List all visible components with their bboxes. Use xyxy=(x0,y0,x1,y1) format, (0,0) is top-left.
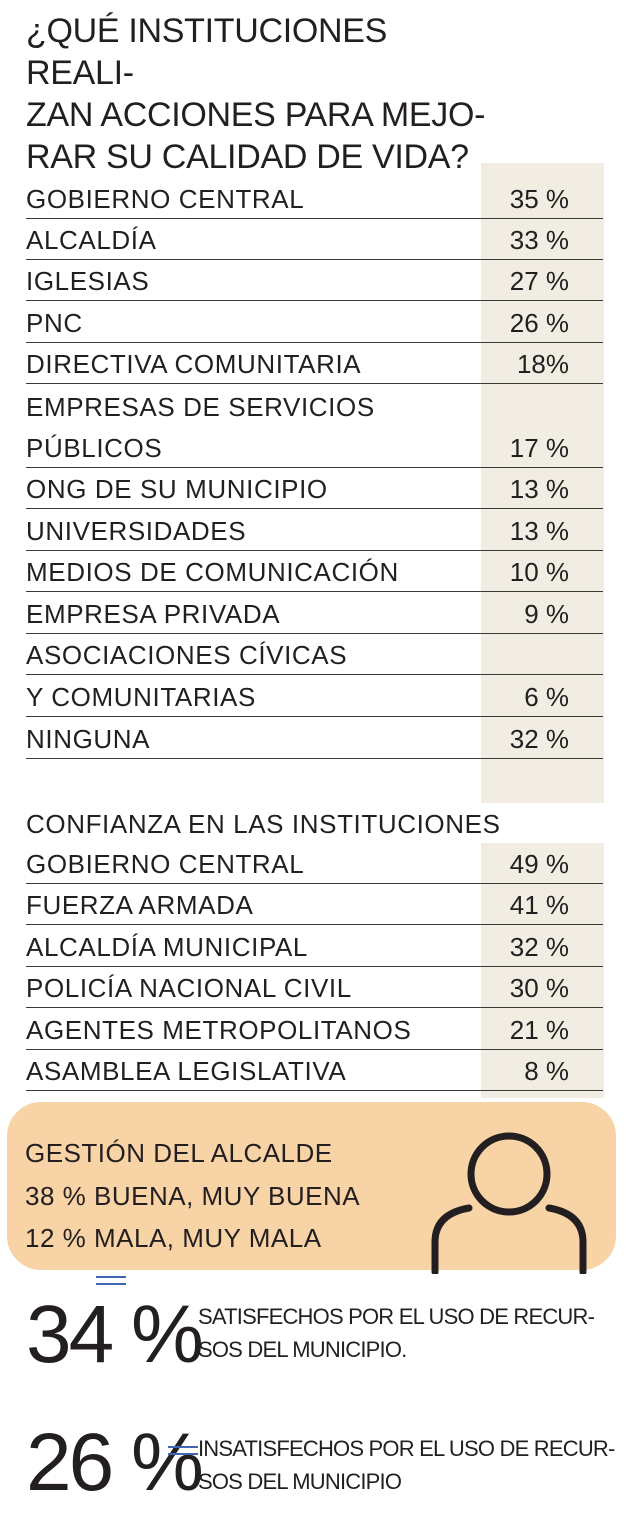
row-value: 33 % xyxy=(509,225,569,255)
row-label: IGLESIAS xyxy=(26,266,150,296)
row-label: ONG DE SU MUNICIPIO xyxy=(26,474,328,504)
title-line-1: ¿QUÉ INSTITUCIONES REALI- xyxy=(26,12,388,92)
equals-icon xyxy=(96,1276,126,1285)
unsatisfied-description xyxy=(198,1432,618,1498)
row-value: 35 % xyxy=(509,184,569,214)
person-icon xyxy=(429,1122,589,1274)
title-line-2: ZAN ACCIONES PARA MEJO- xyxy=(26,96,486,134)
unsatisfied-percentage: 26 % xyxy=(26,1417,201,1508)
table-row xyxy=(26,843,603,884)
row-value: 10 % xyxy=(509,557,569,587)
row-label: FUERZA ARMADA xyxy=(26,890,254,920)
unsatisfied-desc-line-1: INSATISFECHOS POR EL USO DE RECUR- xyxy=(198,1436,615,1461)
satisfied-desc-line-2: SOS DEL MUNICIPIO. xyxy=(198,1337,407,1362)
trust-heading-label: CONFIANZA EN LAS INSTITUCIONES xyxy=(26,809,501,839)
table-row xyxy=(26,593,603,634)
row-value: 26 % xyxy=(509,308,569,338)
table-row xyxy=(26,510,603,551)
row-value: 41 % xyxy=(509,890,569,920)
mayor-heading: GESTIÓN DEL ALCALDE xyxy=(25,1138,333,1168)
table-row xyxy=(26,468,603,509)
row-label: Y COMUNITARIAS xyxy=(26,682,256,712)
row-label: PÚBLICOS xyxy=(26,433,163,463)
row-label: PNC xyxy=(26,308,83,338)
row-label: DIRECTIVA COMUNITARIA xyxy=(26,349,362,379)
row-value: 8 % xyxy=(524,1056,569,1086)
table-row xyxy=(26,634,603,675)
row-value: 13 % xyxy=(509,474,569,504)
row-label: MEDIOS DE COMUNICACIÓN xyxy=(26,557,399,587)
trust-section-heading xyxy=(26,803,603,843)
row-value: 49 % xyxy=(509,849,569,879)
table-row xyxy=(26,1050,603,1091)
row-value: 30 % xyxy=(509,973,569,1003)
row-label: UNIVERSIDADES xyxy=(26,516,247,546)
satisfied-stat xyxy=(26,1290,616,1380)
row-value: 27 % xyxy=(509,266,569,296)
row-label: ALCALDÍA MUNICIPAL xyxy=(26,932,308,962)
row-label: ASOCIACIONES CÍVICAS xyxy=(26,640,348,670)
table-row xyxy=(26,926,603,967)
equals-icon xyxy=(168,1446,198,1455)
mayor-management-box xyxy=(7,1102,616,1270)
table-row xyxy=(26,718,603,759)
table-row xyxy=(26,343,603,384)
page-title xyxy=(26,10,496,178)
row-label: GOBIERNO CENTRAL xyxy=(26,849,305,879)
row-label: ALCALDÍA xyxy=(26,225,157,255)
satisfied-percentage: 34 % xyxy=(26,1289,201,1380)
row-value: 13 % xyxy=(509,516,569,546)
row-value: 21 % xyxy=(509,1015,569,1045)
satisfied-description xyxy=(198,1300,618,1366)
table-row xyxy=(26,551,603,592)
satisfied-desc-line-1: SATISFECHOS POR EL USO DE RECUR- xyxy=(198,1304,595,1329)
row-label: ASAMBLEA LEGISLATIVA xyxy=(26,1056,347,1086)
row-label: GOBIERNO CENTRAL xyxy=(26,184,305,214)
unsatisfied-desc-line-2: SOS DEL MUNICIPIO xyxy=(198,1469,402,1494)
table-row xyxy=(26,178,603,219)
row-value: 6 % xyxy=(524,682,569,712)
table-row xyxy=(26,1009,603,1050)
row-label: EMPRESA PRIVADA xyxy=(26,599,281,629)
row-label: NINGUNA xyxy=(26,724,151,754)
row-value: 17 % xyxy=(509,433,569,463)
unsatisfied-stat xyxy=(26,1418,616,1508)
mayor-good-rating: 38 % BUENA, MUY BUENA xyxy=(25,1181,361,1211)
row-value: 18% xyxy=(516,349,569,379)
row-value: 9 % xyxy=(524,599,569,629)
mayor-bad-rating: 12 % MALA, MUY MALA xyxy=(25,1223,322,1253)
row-label: POLICÍA NACIONAL CIVIL xyxy=(26,973,352,1003)
row-value: 32 % xyxy=(509,932,569,962)
table-row xyxy=(26,385,603,426)
table-row xyxy=(26,219,603,260)
table-row xyxy=(26,260,603,301)
table-row xyxy=(26,884,603,925)
row-label: AGENTES METROPOLITANOS xyxy=(26,1015,412,1045)
table-row xyxy=(26,967,603,1008)
title-line-3: RAR SU CALIDAD DE VIDA? xyxy=(26,138,469,176)
table-row xyxy=(26,302,603,343)
row-label: EMPRESAS DE SERVICIOS xyxy=(26,392,375,422)
row-value: 32 % xyxy=(509,724,569,754)
table-row xyxy=(26,427,603,468)
table-row xyxy=(26,676,603,717)
